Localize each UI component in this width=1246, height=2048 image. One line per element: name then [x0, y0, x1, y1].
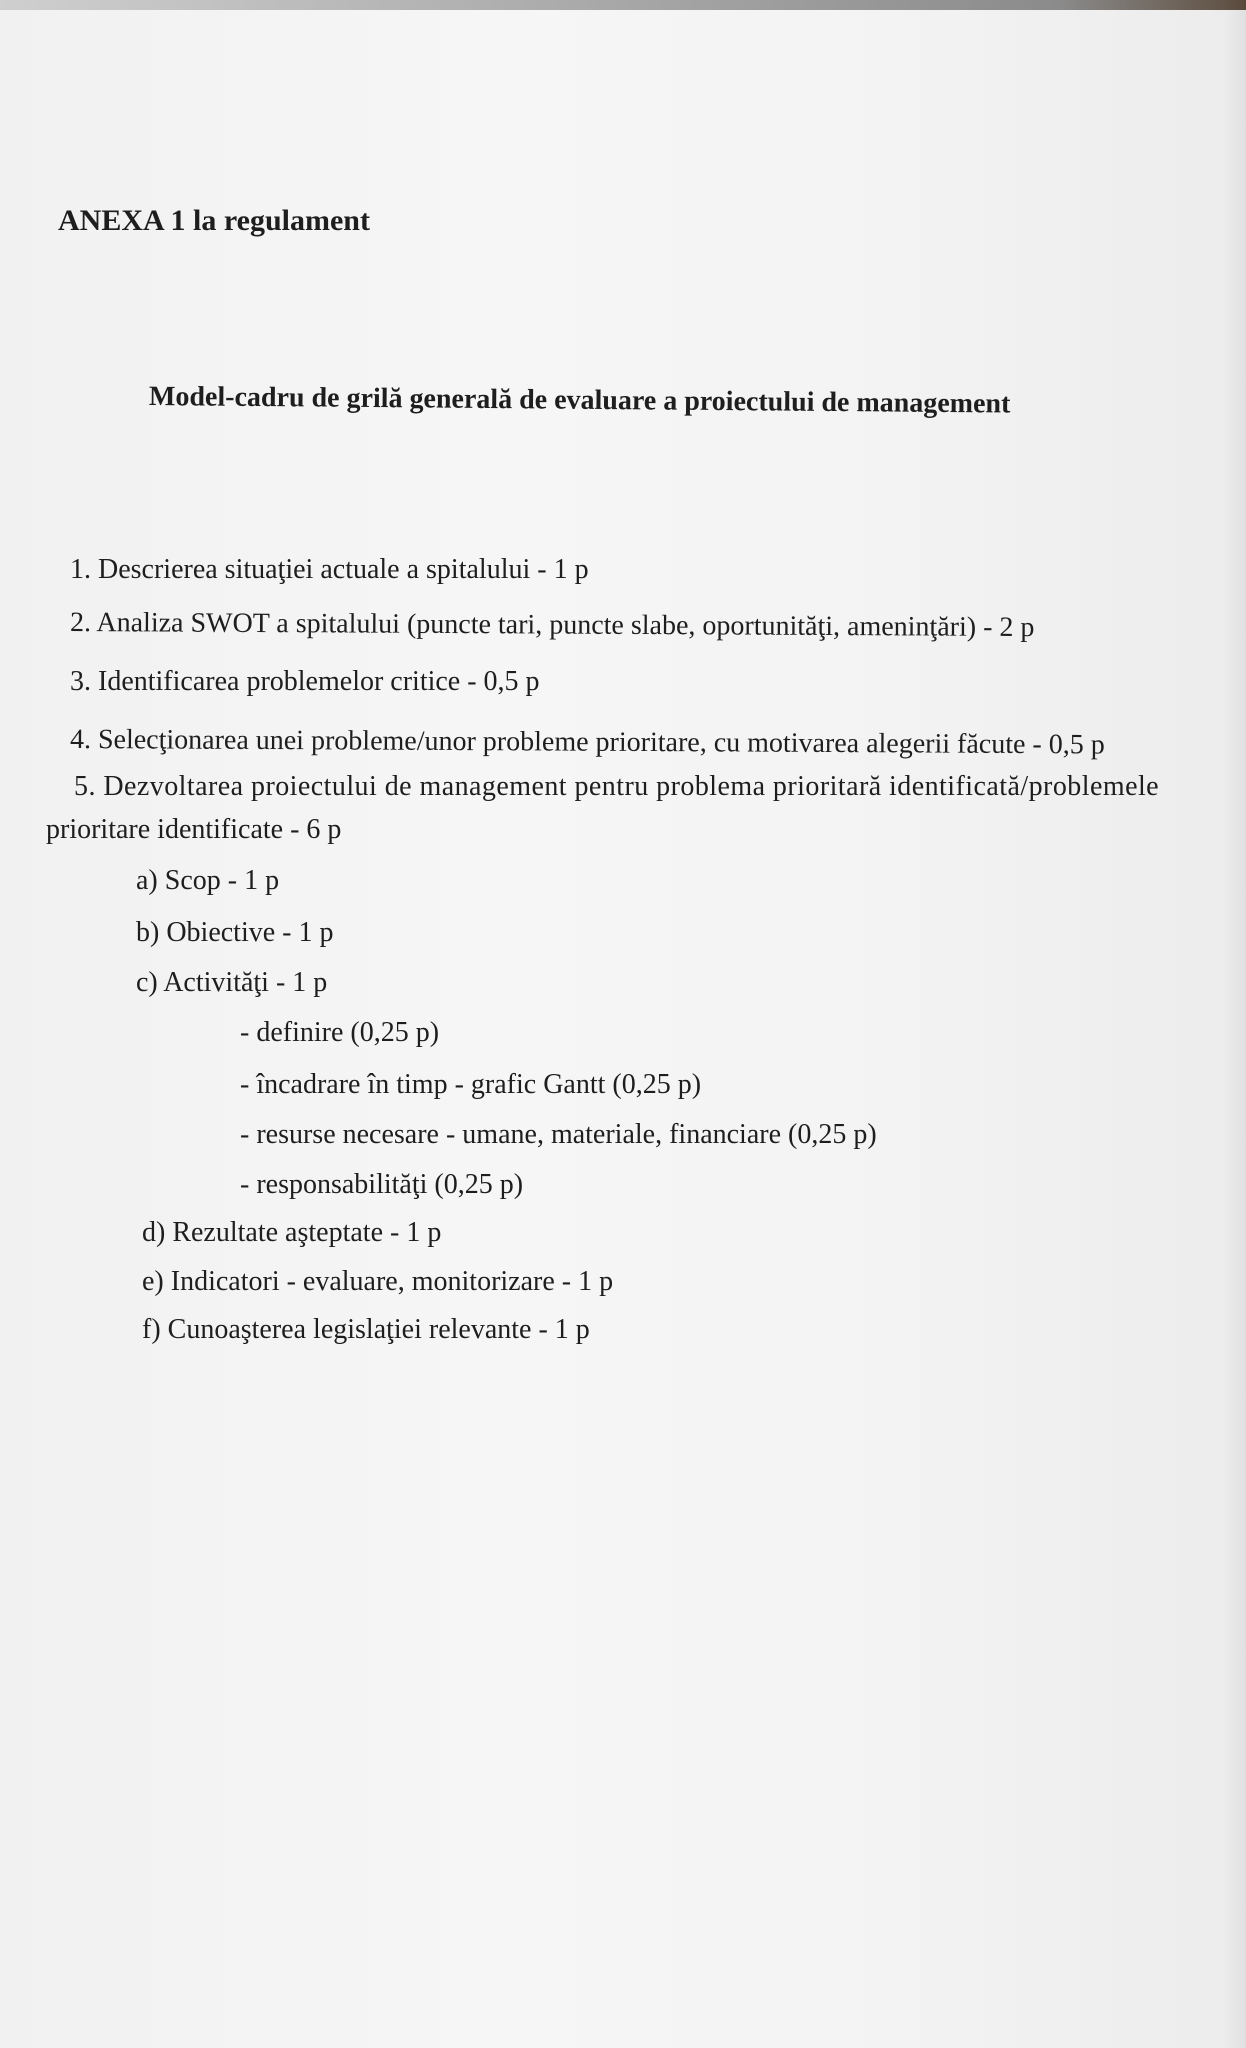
document-title: Model-cadru de grilă generală de evaluare a proiectului de management: [148, 381, 1011, 420]
activity-item-4: - responsabilităţi (0,25 p): [240, 1169, 524, 1200]
activity-item-2: - încadrare în timp - grafic Gantt (0,25 p): [240, 1069, 702, 1100]
subitem-f: f) Cunoaşterea legislaţiei relevante - 1 p: [142, 1314, 590, 1345]
activity-item-1: - definire (0,25 p): [240, 1017, 440, 1048]
subitem-a: a) Scop - 1 p: [136, 865, 280, 896]
list-item-1: 1. Descrierea situaţiei actuale a spitalului - 1 p: [70, 554, 589, 585]
page-right-shadow: [1224, 0, 1246, 2048]
page-top-edge: [0, 0, 1246, 10]
list-item-5-line1: 5. Dezvoltarea proiectului de management pentru problema prioritară identificată/problemele: [74, 771, 1160, 802]
subitem-e: e) Indicatori - evaluare, monitorizare - 1 p: [142, 1266, 614, 1297]
list-item-4: 4. Selecţionarea unei probleme/unor probleme prioritare, cu motivarea alegerii făcute - 0,5 p: [69, 724, 1105, 761]
subitem-c: c) Activităţi - 1 p: [136, 967, 328, 998]
list-item-2: 2. Analiza SWOT a spitalului (puncte tari, puncte slabe, oportunităţi, ameninţări) - 2 p: [69, 607, 1035, 644]
activity-item-3: - resurse necesare - umane, materiale, financiare (0,25 p): [240, 1119, 877, 1150]
subitem-d: d) Rezultate aşteptate - 1 p: [142, 1217, 442, 1248]
subitem-b: b) Obiective - 1 p: [136, 917, 334, 948]
list-item-3: 3. Identificarea problemelor critice - 0,5 p: [70, 666, 540, 697]
list-item-5-line2: prioritare identificate - 6 p: [46, 814, 342, 845]
annex-heading: ANEXA 1 la regulament: [58, 204, 370, 237]
